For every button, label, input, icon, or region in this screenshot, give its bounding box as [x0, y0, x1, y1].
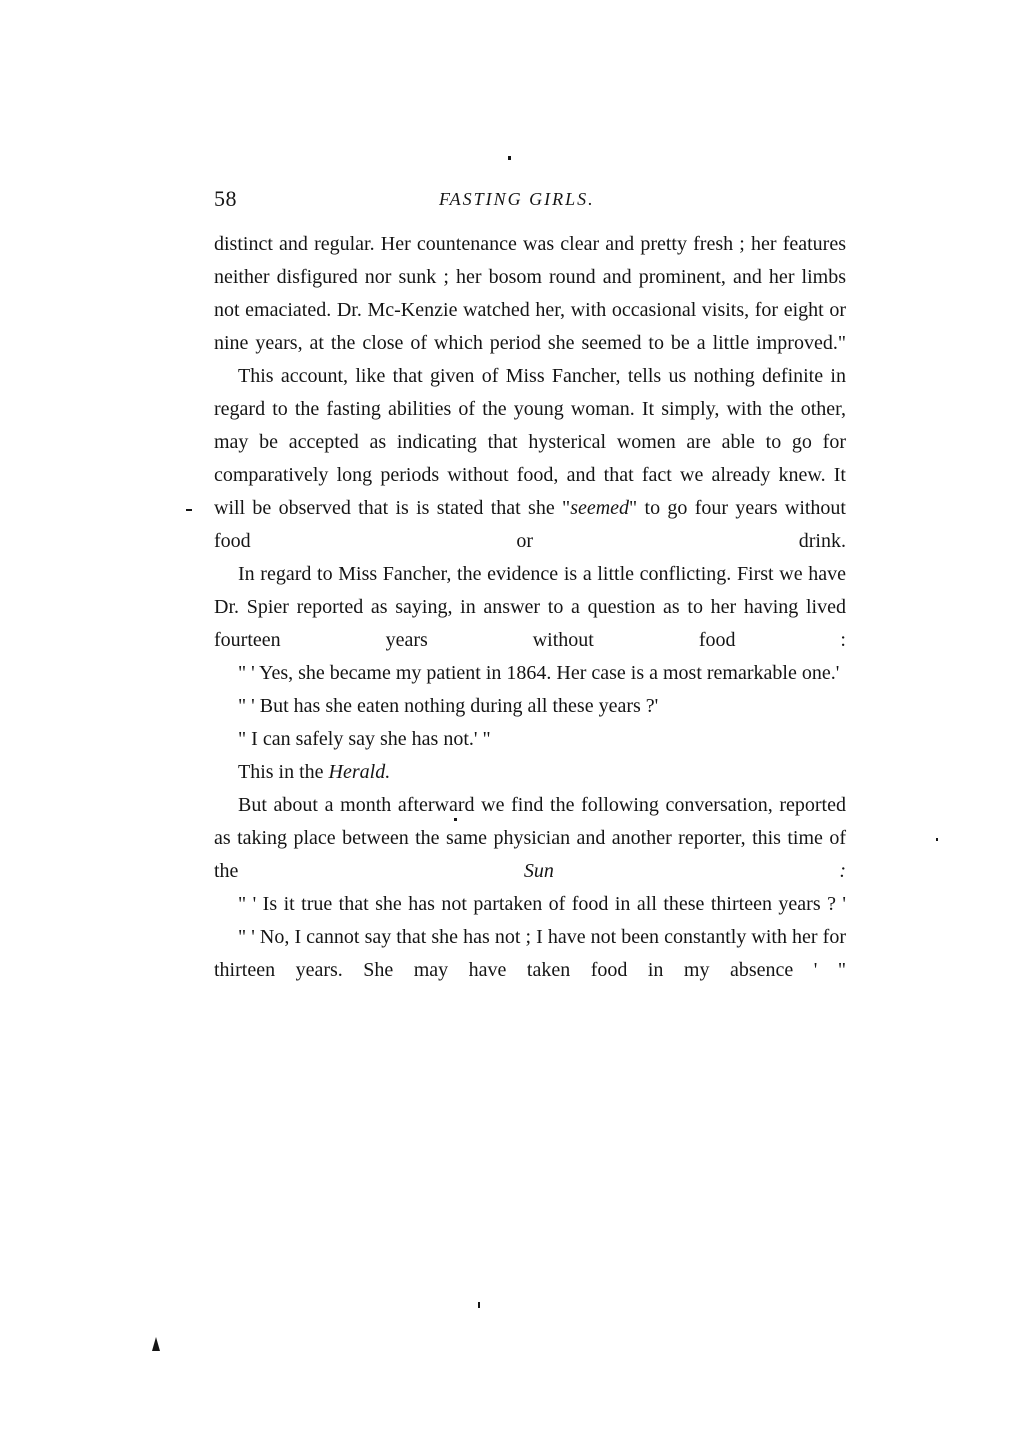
paragraph-text: This in the — [238, 761, 329, 783]
quoted-paragraph: " ' Yes, she became my patient in 1864. Her case is a most remarkable one.' — [238, 662, 840, 684]
scan-speck — [186, 509, 192, 511]
emphasis-text: seemed — [570, 497, 630, 519]
paragraph: distinct and regular. Her countenance was clear and pretty fresh ; her features neither disfigured nor sunk ; her bosom round and prominent, and her limbs not emaciated. Dr. Mc-Kenzie watched her, with occasional visits, for eight or nine years, at the close of which period she seemed to be a little improved." — [214, 233, 846, 354]
quoted-paragraph: " ' Is it true that she has not partaken of food in all these thirteen years ? ' — [238, 893, 846, 915]
paragraph — [214, 360, 846, 558]
page-number: 58 — [214, 186, 237, 211]
running-title: FASTING GIRLS. — [439, 189, 595, 209]
quoted-paragraph: " I can safely say she has not.' " — [238, 728, 491, 750]
page-header — [214, 186, 846, 216]
paragraph-text: But about a month afterward we find the following conversation, reported as taking place between the same physician and another reporter, this time of the — [214, 794, 846, 882]
scan-speck — [508, 156, 511, 160]
paragraph — [214, 789, 846, 888]
paragraph-text: This account, like that given of Miss Fancher, tells us nothing definite in regard to the fasting abilities of the young woman. It simply, with the other, may be accepted as indicating that hysterical women are able to go for comparatively long periods without food, and that fact we already knew. It will be observed that is is stated that she " — [214, 365, 846, 519]
quoted-paragraph: " ' But has she eaten nothing during all these years ?' — [238, 695, 659, 717]
newspaper-name: Sun : — [523, 860, 846, 882]
quoted-paragraph: " ' No, I cannot say that she has not ; I have not been constantly with her for thirteen years. She may have taken food in my absence ' " — [214, 926, 846, 981]
scan-speck — [936, 838, 938, 841]
newspaper-name: Herald. — [328, 761, 391, 783]
paragraph — [214, 756, 846, 789]
paragraph-text: " to go four years without food or drink. — [214, 497, 846, 552]
scan-corner-mark — [152, 1337, 160, 1351]
body-text — [214, 228, 846, 987]
paragraph: In regard to Miss Fancher, the evidence is a little conflicting. First we have Dr. Spier reported as saying, in answer to a question as to her having lived fourteen years without food : — [214, 563, 846, 651]
scan-speck — [478, 1302, 480, 1308]
